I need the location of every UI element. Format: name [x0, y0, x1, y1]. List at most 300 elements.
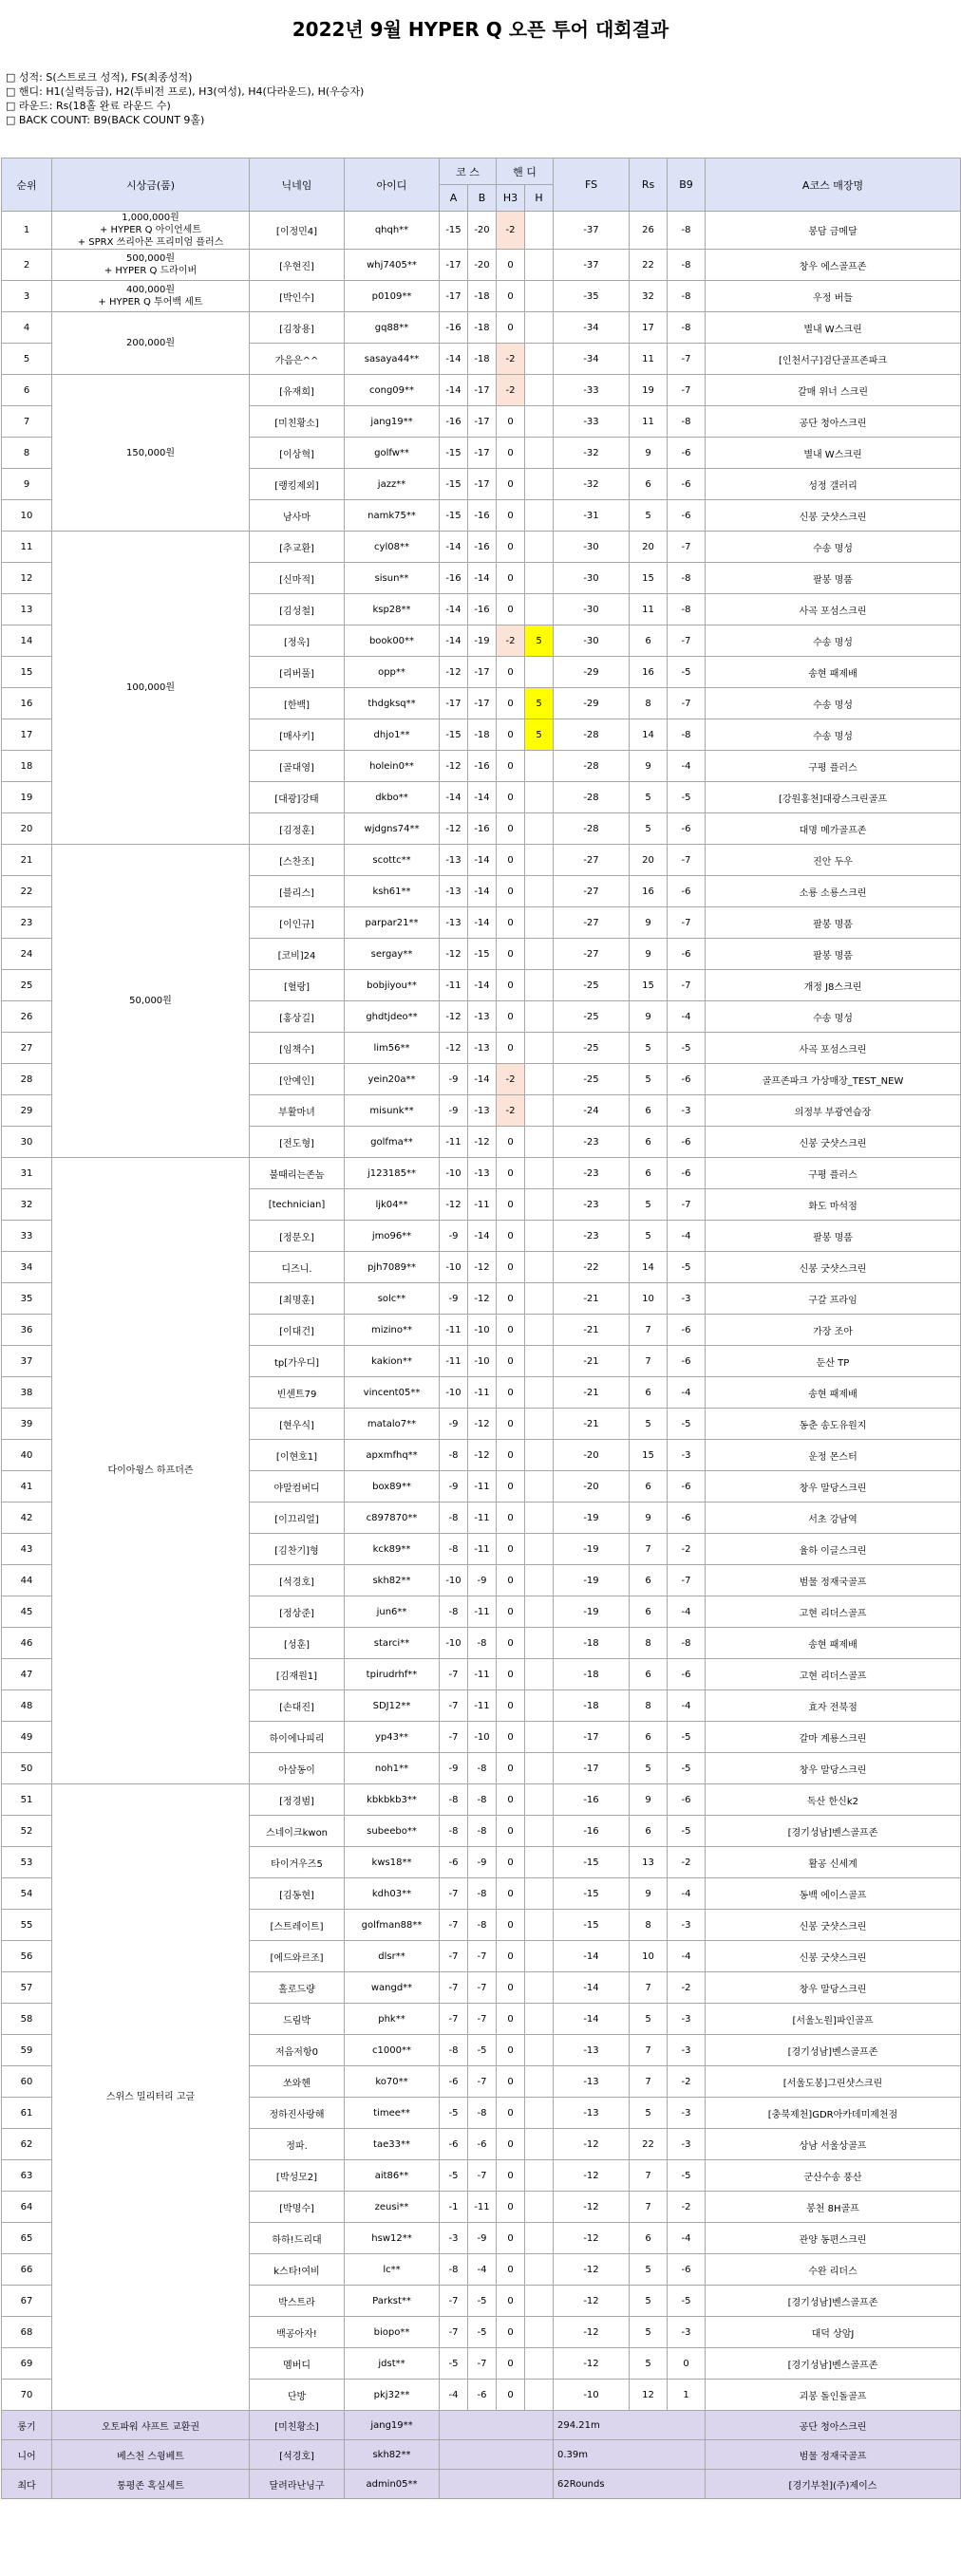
id-cell: c1000**	[345, 2035, 440, 2066]
h-cell	[525, 876, 554, 907]
rank-cell: 38	[2, 1377, 52, 1409]
h-cell	[525, 1596, 554, 1628]
h-cell	[525, 1972, 554, 2004]
course-a-cell: -7	[440, 2286, 468, 2317]
rank-cell: 49	[2, 1722, 52, 1753]
id-cell: phk**	[345, 2004, 440, 2035]
rank-cell: 53	[2, 1847, 52, 1878]
course-b-cell: -17	[468, 688, 497, 719]
id-cell: ksp28**	[345, 594, 440, 625]
course-b-cell: -14	[468, 563, 497, 594]
table-row	[2, 281, 961, 312]
h3-cell: 0	[497, 2098, 525, 2129]
course-b-cell: -16	[468, 751, 497, 782]
rank-cell: 39	[2, 1409, 52, 1440]
fs-cell: -30	[554, 532, 630, 563]
h-cell	[525, 751, 554, 782]
course-b-cell: -9	[468, 1565, 497, 1596]
h3-cell: 0	[497, 281, 525, 312]
rank-cell: 52	[2, 1816, 52, 1847]
nickname-cell: [현우식]	[250, 1409, 345, 1440]
b9-cell: -6	[668, 939, 706, 970]
h-cell: 5	[525, 719, 554, 751]
rs-cell: 15	[630, 970, 668, 1001]
fs-cell: -12	[554, 2348, 630, 2380]
rs-cell: 5	[630, 1189, 668, 1221]
course-b-cell: -6	[468, 2129, 497, 2160]
fs-cell: -37	[554, 250, 630, 281]
store-cell: 봉천 8H골프	[706, 2192, 961, 2223]
award-label-cell: 니어	[2, 2440, 52, 2470]
rs-cell: 6	[630, 1816, 668, 1847]
store-cell: 대덕 상암J	[706, 2317, 961, 2348]
course-b-cell: -20	[468, 212, 497, 250]
rs-cell: 17	[630, 312, 668, 344]
h3-cell: 0	[497, 312, 525, 344]
nickname-cell: 백공아자!	[250, 2317, 345, 2348]
course-b-cell: -10	[468, 1722, 497, 1753]
course-a-cell: -10	[440, 1252, 468, 1283]
store-cell: 갈마 계룡스크린	[706, 1722, 961, 1753]
course-a-cell: -15	[440, 438, 468, 469]
rank-cell: 16	[2, 688, 52, 719]
b9-cell: -6	[668, 500, 706, 532]
course-a-cell: -8	[440, 1534, 468, 1565]
nickname-cell: [대광]강태	[250, 782, 345, 813]
h-cell	[525, 1784, 554, 1816]
rank-cell: 57	[2, 1972, 52, 2004]
h3-cell: 0	[497, 1377, 525, 1409]
id-cell: whj7405**	[345, 250, 440, 281]
store-cell: 사곡 포섬스크린	[706, 594, 961, 625]
h-cell	[525, 1409, 554, 1440]
store-cell: 공단 청아스크린	[706, 406, 961, 438]
store-cell: [경기성남]벤스골프존	[706, 2286, 961, 2317]
fs-cell: -35	[554, 281, 630, 312]
nickname-cell: 남사마	[250, 500, 345, 532]
rank-cell: 8	[2, 438, 52, 469]
h-cell	[525, 469, 554, 500]
b9-cell: -7	[668, 532, 706, 563]
h3-cell: -2	[497, 625, 525, 657]
table-row	[2, 845, 961, 876]
h-cell	[525, 2035, 554, 2066]
store-cell: 율하 이글스크린	[706, 1534, 961, 1565]
rs-cell: 6	[630, 1158, 668, 1189]
course-a-cell: -9	[440, 1095, 468, 1127]
course-a-cell: -6	[440, 2066, 468, 2098]
b9-cell: -8	[668, 250, 706, 281]
course-b-cell: -7	[468, 2066, 497, 2098]
h3-cell: -2	[497, 1064, 525, 1095]
rs-cell: 7	[630, 2066, 668, 2098]
id-cell: kakion**	[345, 1346, 440, 1377]
b9-cell: -5	[668, 2160, 706, 2192]
id-cell: kws18**	[345, 1847, 440, 1878]
fs-cell: -22	[554, 1252, 630, 1283]
rank-cell: 31	[2, 1158, 52, 1189]
nickname-cell: [김정훈]	[250, 813, 345, 845]
h3-cell: 0	[497, 1033, 525, 1064]
rs-cell: 5	[630, 813, 668, 845]
b9-cell: -6	[668, 438, 706, 469]
course-b-cell: -11	[468, 1534, 497, 1565]
id-cell: SDJ12**	[345, 1690, 440, 1722]
fs-cell: -28	[554, 719, 630, 751]
h3-cell: -2	[497, 212, 525, 250]
nickname-cell: 빈센트79	[250, 1377, 345, 1409]
course-a-cell: -9	[440, 1409, 468, 1440]
h3-cell: 0	[497, 1503, 525, 1534]
h3-cell: 0	[497, 2066, 525, 2098]
nickname-cell: [우현진]	[250, 250, 345, 281]
course-b-cell: -8	[468, 2098, 497, 2129]
rs-cell: 7	[630, 1315, 668, 1346]
rs-cell: 22	[630, 2129, 668, 2160]
rs-cell: 6	[630, 1377, 668, 1409]
course-b-cell: -11	[468, 1690, 497, 1722]
fs-cell: -17	[554, 1753, 630, 1784]
course-a-cell: -11	[440, 1315, 468, 1346]
h-cell	[525, 438, 554, 469]
course-a-cell: -10	[440, 1628, 468, 1659]
course-b-cell: -12	[468, 1440, 497, 1471]
fs-cell: -15	[554, 1910, 630, 1941]
nickname-cell: [성훈]	[250, 1628, 345, 1659]
nickname-cell: 정파.	[250, 2129, 345, 2160]
course-a-cell: -17	[440, 250, 468, 281]
id-cell: cong09**	[345, 375, 440, 406]
b9-cell: -6	[668, 1127, 706, 1158]
b9-cell: -6	[668, 1471, 706, 1503]
b9-cell: -2	[668, 2066, 706, 2098]
h-cell	[525, 212, 554, 250]
course-a-cell: -16	[440, 406, 468, 438]
id-cell: ljk04**	[345, 1189, 440, 1221]
rs-cell: 11	[630, 406, 668, 438]
course-a-cell: -15	[440, 719, 468, 751]
nickname-cell: 저음저항0	[250, 2035, 345, 2066]
prize-cell: 150,000원	[52, 375, 250, 532]
course-b-cell: -8	[468, 1628, 497, 1659]
h3-cell: 0	[497, 1221, 525, 1252]
rank-cell: 2	[2, 250, 52, 281]
id-cell: zeusi**	[345, 2192, 440, 2223]
fs-cell: -12	[554, 2286, 630, 2317]
id-cell: sergay**	[345, 939, 440, 970]
store-cell: 범물 정재국골프	[706, 1565, 961, 1596]
fs-cell: -23	[554, 1221, 630, 1252]
rank-cell: 50	[2, 1753, 52, 1784]
header-b9: B9	[668, 159, 706, 212]
h-cell	[525, 1471, 554, 1503]
course-b-cell: -18	[468, 719, 497, 751]
id-cell: sisun**	[345, 563, 440, 594]
store-cell: 공단 청아스크린	[706, 2411, 961, 2440]
course-b-cell: -14	[468, 970, 497, 1001]
rs-cell: 5	[630, 782, 668, 813]
h3-cell: 0	[497, 500, 525, 532]
id-cell: mizino**	[345, 1315, 440, 1346]
h3-cell: -2	[497, 375, 525, 406]
course-b-cell: -18	[468, 281, 497, 312]
fs-cell: -21	[554, 1346, 630, 1377]
h3-cell: 0	[497, 907, 525, 939]
fs-cell: -18	[554, 1690, 630, 1722]
rs-cell: 19	[630, 375, 668, 406]
store-cell: 우정 버들	[706, 281, 961, 312]
course-b-cell: -11	[468, 1659, 497, 1690]
course-a-cell: -5	[440, 2160, 468, 2192]
store-cell: 관양 동편스크린	[706, 2223, 961, 2254]
b9-cell: -8	[668, 1628, 706, 1659]
nickname-cell: [스트레이트]	[250, 1910, 345, 1941]
fs-cell: -19	[554, 1534, 630, 1565]
course-b-cell: -14	[468, 1064, 497, 1095]
course-a-cell: -6	[440, 1847, 468, 1878]
h-cell	[525, 845, 554, 876]
id-cell: subeebo**	[345, 1816, 440, 1847]
b9-cell: -6	[668, 1158, 706, 1189]
store-cell: 동춘 송도유원지	[706, 1409, 961, 1440]
fs-cell: -18	[554, 1628, 630, 1659]
fs-cell: -12	[554, 2129, 630, 2160]
h3-cell: 0	[497, 2380, 525, 2411]
store-cell: 의정부 부광연습장	[706, 1095, 961, 1127]
rank-cell: 63	[2, 2160, 52, 2192]
fs-cell: -28	[554, 782, 630, 813]
course-b-cell: -18	[468, 312, 497, 344]
store-cell: 송현 패제배	[706, 1377, 961, 1409]
fs-cell: -18	[554, 1659, 630, 1690]
store-cell: 팔봉 명품	[706, 1221, 961, 1252]
fs-cell: -13	[554, 2098, 630, 2129]
rs-cell: 5	[630, 2254, 668, 2286]
h-cell	[525, 1628, 554, 1659]
id-cell: golfma**	[345, 1127, 440, 1158]
store-cell: 별내 W스크린	[706, 438, 961, 469]
course-a-cell: -14	[440, 594, 468, 625]
h-cell	[525, 1878, 554, 1910]
rank-cell: 19	[2, 782, 52, 813]
h-cell	[525, 813, 554, 845]
course-a-cell: -17	[440, 281, 468, 312]
header-store: A코스 매장명	[706, 159, 961, 212]
id-cell: p0109**	[345, 281, 440, 312]
h-cell	[525, 1440, 554, 1471]
nickname-cell: [스찬조]	[250, 845, 345, 876]
rs-cell: 6	[630, 1659, 668, 1690]
rank-cell: 58	[2, 2004, 52, 2035]
award-row	[2, 2440, 961, 2470]
h3-cell: 0	[497, 563, 525, 594]
h3-cell: 0	[497, 1252, 525, 1283]
h3-cell: 0	[497, 1596, 525, 1628]
fs-cell: -33	[554, 375, 630, 406]
rs-cell: 6	[630, 1095, 668, 1127]
h3-cell: 0	[497, 1847, 525, 1878]
h3-cell: 0	[497, 719, 525, 751]
table-row	[2, 532, 961, 563]
course-a-cell: -12	[440, 939, 468, 970]
h3-cell: 0	[497, 1001, 525, 1033]
course-a-cell: -12	[440, 657, 468, 688]
fs-cell: -29	[554, 657, 630, 688]
nickname-cell: [정경범]	[250, 1784, 345, 1816]
h-cell	[525, 2192, 554, 2223]
h-cell	[525, 2254, 554, 2286]
h3-cell: 0	[497, 2286, 525, 2317]
id-cell: lim56**	[345, 1033, 440, 1064]
store-cell: 개정 J8스크린	[706, 970, 961, 1001]
h3-cell: 0	[497, 939, 525, 970]
h3-cell: -2	[497, 344, 525, 375]
id-cell: thdgksq**	[345, 688, 440, 719]
store-cell: [경기성남]벤스골프존	[706, 2348, 961, 2380]
rank-cell: 35	[2, 1283, 52, 1315]
course-a-cell: -9	[440, 1283, 468, 1315]
table-row	[2, 250, 961, 281]
fs-cell: -15	[554, 1878, 630, 1910]
course-b-cell: -7	[468, 2160, 497, 2192]
course-b-cell: -14	[468, 782, 497, 813]
course-b-cell: -8	[468, 1816, 497, 1847]
nickname-cell: [정욱]	[250, 625, 345, 657]
rank-cell: 4	[2, 312, 52, 344]
store-cell: 동백 에이스골프	[706, 1878, 961, 1910]
rs-cell: 7	[630, 2035, 668, 2066]
rs-cell: 5	[630, 2004, 668, 2035]
rs-cell: 32	[630, 281, 668, 312]
id-cell: cyl08**	[345, 532, 440, 563]
rank-cell: 45	[2, 1596, 52, 1628]
course-a-cell: -12	[440, 751, 468, 782]
course-b-cell: -9	[468, 2223, 497, 2254]
id-cell: scottc**	[345, 845, 440, 876]
course-a-cell: -12	[440, 1001, 468, 1033]
rank-cell: 32	[2, 1189, 52, 1221]
store-cell: 신봉 굿샷스크린	[706, 1941, 961, 1972]
b9-cell: -8	[668, 281, 706, 312]
award-label-cell: 롱기	[2, 2411, 52, 2440]
fs-cell: -27	[554, 939, 630, 970]
fs-cell: -21	[554, 1409, 630, 1440]
h3-cell: 0	[497, 2254, 525, 2286]
b9-cell: -3	[668, 1910, 706, 1941]
course-a-cell: -10	[440, 1158, 468, 1189]
fs-cell: -24	[554, 1095, 630, 1127]
b9-cell: -4	[668, 1221, 706, 1252]
h-cell	[525, 1534, 554, 1565]
store-cell: 효자 전북점	[706, 1690, 961, 1722]
id-cell: starci**	[345, 1628, 440, 1659]
fs-cell: -29	[554, 688, 630, 719]
course-a-cell: -9	[440, 1221, 468, 1252]
h-cell	[525, 406, 554, 438]
empty-cell	[440, 2411, 554, 2440]
course-b-cell: -7	[468, 1972, 497, 2004]
fs-cell: -13	[554, 2066, 630, 2098]
b9-cell: -5	[668, 1033, 706, 1064]
header-rs: Rs	[630, 159, 668, 212]
b9-cell: -5	[668, 1722, 706, 1753]
b9-cell: -3	[668, 2098, 706, 2129]
rs-cell: 11	[630, 344, 668, 375]
id-cell: wjdgns74**	[345, 813, 440, 845]
rank-cell: 67	[2, 2286, 52, 2317]
store-cell: 송현 패제배	[706, 657, 961, 688]
course-a-cell: -1	[440, 2192, 468, 2223]
rank-cell: 46	[2, 1628, 52, 1659]
nickname-cell: [석경호]	[250, 1565, 345, 1596]
header-nickname: 닉네임	[250, 159, 345, 212]
course-b-cell: -17	[468, 375, 497, 406]
table-row	[2, 312, 961, 344]
fs-cell: -16	[554, 1816, 630, 1847]
empty-cell	[440, 2470, 554, 2499]
rank-cell: 15	[2, 657, 52, 688]
course-a-cell: -5	[440, 2348, 468, 2380]
id-cell: skh82**	[345, 2440, 440, 2470]
store-cell: 진안 두우	[706, 845, 961, 876]
course-a-cell: -16	[440, 563, 468, 594]
store-cell: 별내 W스크린	[706, 312, 961, 344]
rank-cell: 54	[2, 1878, 52, 1910]
rs-cell: 22	[630, 250, 668, 281]
id-cell: skh82**	[345, 1565, 440, 1596]
course-a-cell: -11	[440, 970, 468, 1001]
store-cell: 창우 에스골프존	[706, 250, 961, 281]
b9-cell: -7	[668, 970, 706, 1001]
course-a-cell: -12	[440, 1033, 468, 1064]
h3-cell: 0	[497, 1440, 525, 1471]
course-b-cell: -12	[468, 1127, 497, 1158]
rs-cell: 6	[630, 625, 668, 657]
nickname-cell: [이대건]	[250, 1315, 345, 1346]
rank-cell: 3	[2, 281, 52, 312]
b9-cell: -6	[668, 813, 706, 845]
h-cell	[525, 907, 554, 939]
nickname-cell: [최명훈]	[250, 1283, 345, 1315]
b9-cell: -5	[668, 2286, 706, 2317]
b9-cell: -6	[668, 2254, 706, 2286]
header-h3: H3	[497, 185, 525, 212]
course-b-cell: -11	[468, 1503, 497, 1534]
h3-cell: 0	[497, 782, 525, 813]
course-b-cell: -16	[468, 532, 497, 563]
store-cell: 소룡 소룡스크린	[706, 876, 961, 907]
store-cell: 팔봉 명품	[706, 563, 961, 594]
id-cell: pjh7089**	[345, 1252, 440, 1283]
header-row	[2, 159, 961, 185]
rank-cell: 43	[2, 1534, 52, 1565]
nickname-cell: 스네이크kwon	[250, 1816, 345, 1847]
fs-cell: -25	[554, 1001, 630, 1033]
rank-cell: 30	[2, 1127, 52, 1158]
rank-cell: 7	[2, 406, 52, 438]
table-row	[2, 375, 961, 406]
rs-cell: 9	[630, 939, 668, 970]
h3-cell: 0	[497, 2192, 525, 2223]
fs-cell: -12	[554, 2223, 630, 2254]
h-cell	[525, 2098, 554, 2129]
nickname-cell: [이현호1]	[250, 1440, 345, 1471]
id-cell: kck89**	[345, 1534, 440, 1565]
id-cell: qhqh**	[345, 212, 440, 250]
store-cell: 신봉 굿샷스크린	[706, 1127, 961, 1158]
store-cell: 수송 명성	[706, 719, 961, 751]
b9-cell: -8	[668, 594, 706, 625]
